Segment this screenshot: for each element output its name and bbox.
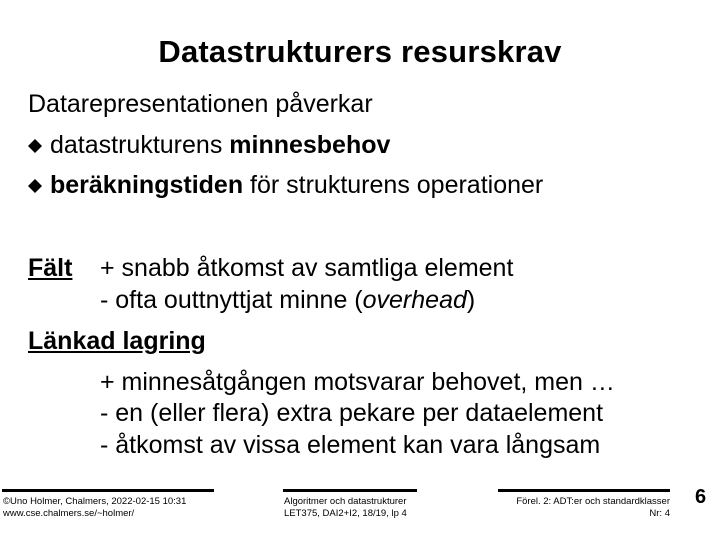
- slide-title: Datastrukturers resurskrav: [158, 34, 562, 69]
- footer-course-name: Algoritmer och datastrukturer: [284, 496, 407, 507]
- diamond-bullet-icon: [28, 139, 42, 153]
- footer-rule-right: [498, 489, 670, 492]
- field-line-2-suffix: ): [466, 286, 476, 314]
- linked-line-3: - åtkomst av vissa element kan vara långsam: [100, 431, 601, 459]
- footer-left: [3, 496, 186, 520]
- footer-copyright: ©Uno Holmer, Chalmers, 2022-02-15 10:31: [3, 496, 187, 507]
- field-line-2-prefix: - ofta outtnyttjat minne (: [100, 286, 363, 314]
- footer-course-code: LET375, DAI2+I2, 18/19, lp 4: [284, 508, 407, 519]
- footer-rule-middle: [283, 489, 417, 492]
- footer-rule-left: [2, 489, 214, 492]
- bullet-1-plain: datastrukturens: [50, 131, 230, 159]
- footer-right: [498, 496, 670, 520]
- footer-url: www.cse.chalmers.se/~holmer/: [3, 508, 135, 519]
- bullet-1-bold: minnesbehov: [229, 131, 391, 159]
- field-line-2: [100, 285, 475, 315]
- footer-slide-number: Nr: 4: [649, 508, 670, 519]
- field-line-1: + snabb åtkomst av samtliga element: [100, 254, 514, 282]
- footer-lecture: Förel. 2: ADT:er och standardklasser: [516, 496, 670, 507]
- page-number: 6: [695, 486, 707, 508]
- field-line-2-italic: overhead: [362, 286, 467, 314]
- linked-label: Länkad lagring: [28, 327, 206, 355]
- bullet-2-plain: för strukturens operationer: [243, 171, 544, 199]
- field-label: Fält: [28, 254, 73, 282]
- bullet-item-time: [28, 170, 543, 200]
- bullet-2-bold: beräkningstiden: [50, 171, 244, 199]
- bullet-item-memory: [28, 130, 390, 160]
- intro-text: Datarepresentationen påverkar: [28, 90, 373, 118]
- linked-line-2: - en (eller flera) extra pekare per dataelement: [100, 399, 604, 427]
- linked-line-1: + minnesåtgången motsvarar behovet, men …: [100, 368, 615, 396]
- diamond-bullet-icon: [28, 179, 42, 193]
- footer-middle: [284, 496, 407, 520]
